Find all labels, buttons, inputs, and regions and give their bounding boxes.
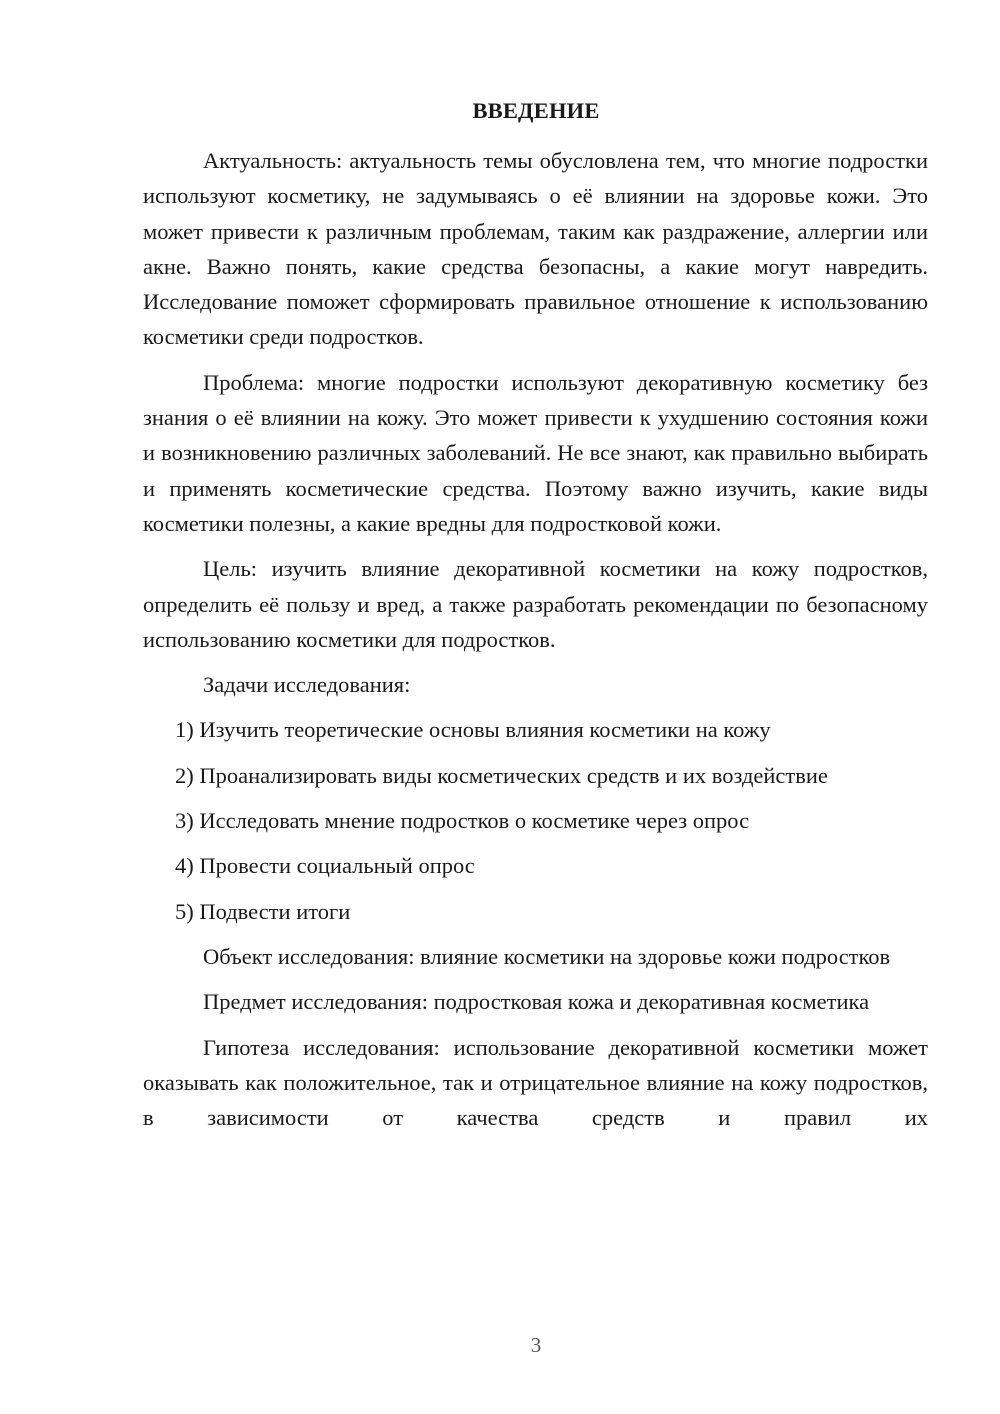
tasks-list <box>143 712 928 928</box>
list-item: 5) Подвести итоги <box>175 898 351 924</box>
tasks-heading: Задачи исследования: <box>203 672 411 698</box>
paragraph-object: Объект исследования: влияние косметики на здоровье кожи подростков <box>203 943 891 969</box>
page-number: 3 <box>530 1333 542 1357</box>
list-item: 3) Исследовать мнение подростков о косметике через опрос <box>175 808 750 834</box>
paragraph-hypothesis: Гипотеза исследования: использование декоративной косметики может оказывать как положительное, так и отрицательное влияние на кожу подростков, в зависимости от качества средств и правил их <box>143 1034 928 1131</box>
document-body <box>143 143 928 1145</box>
page-title: ВВЕДЕНИЕ <box>472 98 600 123</box>
list-item: 4) Провести социальный опрос <box>175 853 475 879</box>
paragraph-problem: Проблема: многие подростки используют декоративную косметику без знания о её влиянии на кожу. Это может привести к ухудшению состояния кожи и возникновению различных заболеваний. Не все знают, как правильно выбирать и применять косметические средства. Поэтому важно изучить, какие виды косметики полезны, а какие вредны для подростковой кожи. <box>143 369 928 536</box>
list-item: 1) Изучить теоретические основы влияния косметики на кожу <box>175 717 771 743</box>
paragraph-subject: Предмет исследования: подростковая кожа и декоративная косметика <box>203 989 870 1015</box>
list-item: 2) Проанализировать виды косметических средств и их воздействие <box>175 762 828 788</box>
paragraph-actuality: Актуальность: актуальность темы обусловлена тем, что многие подростки используют косметику, не задумываясь о её влиянии на здоровье кожи. Это может привести к различным проблемам, таким как раздражение, аллергии или акне. Важно понять, какие средства безопасны, а какие могут навредить. Исследование поможет сформировать правильное отношение к использованию косметики среди подростков. <box>143 148 928 350</box>
paragraph-goal: Цель: изучить влияние декоративной косметики на кожу подростков, определить её пользу и вред, а также разработать рекомендации по безопасному использованию косметики для подростков. <box>143 556 928 652</box>
